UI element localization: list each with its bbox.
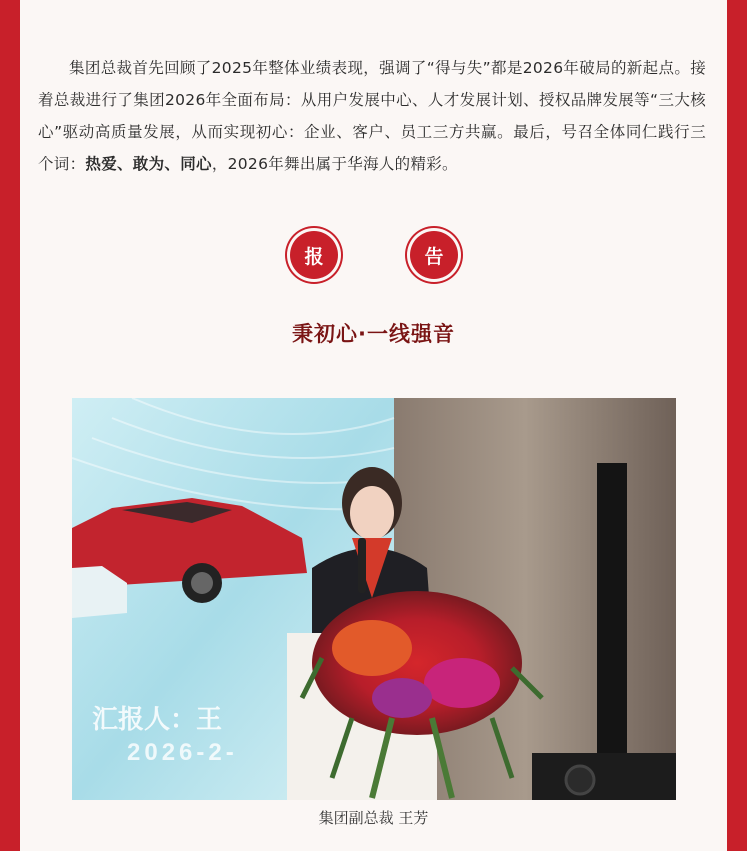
intro-text-part1: 集团总裁首先回顾了2025年整体业绩表现，强调了“得与失”都是2026年破局的新起点。接着总裁进行了集团2026年全面布局：从用户发展中心、人才发展计划、授权品牌发展等“三大核心”驱动高质量发展，从而实现初心：企业、客户、员工三方共赢。最后，号召全体同仁践行三个词： bbox=[38, 58, 706, 173]
screen-text-line1: 汇报人：王 bbox=[92, 704, 223, 734]
section-title: 秉初心·一线强音 bbox=[292, 322, 455, 346]
badge-bao: 报 bbox=[290, 231, 338, 279]
photo-caption: 集团副总裁 王芳 bbox=[318, 809, 429, 827]
intro-text-part2: ，2026年舞出属于华海人的精彩。 bbox=[211, 154, 458, 173]
article-body bbox=[20, 0, 727, 851]
right-red-border bbox=[727, 0, 747, 851]
screen-text-line2: 2026-2- bbox=[127, 739, 238, 766]
left-red-border bbox=[0, 0, 20, 851]
speaker-photo bbox=[72, 398, 676, 800]
intro-paragraph bbox=[38, 52, 706, 180]
badge-gao: 告 bbox=[410, 231, 458, 279]
speaker-photo-illustration bbox=[72, 398, 676, 800]
intro-bold-words: 热爱、敢为、同心 bbox=[85, 154, 212, 173]
